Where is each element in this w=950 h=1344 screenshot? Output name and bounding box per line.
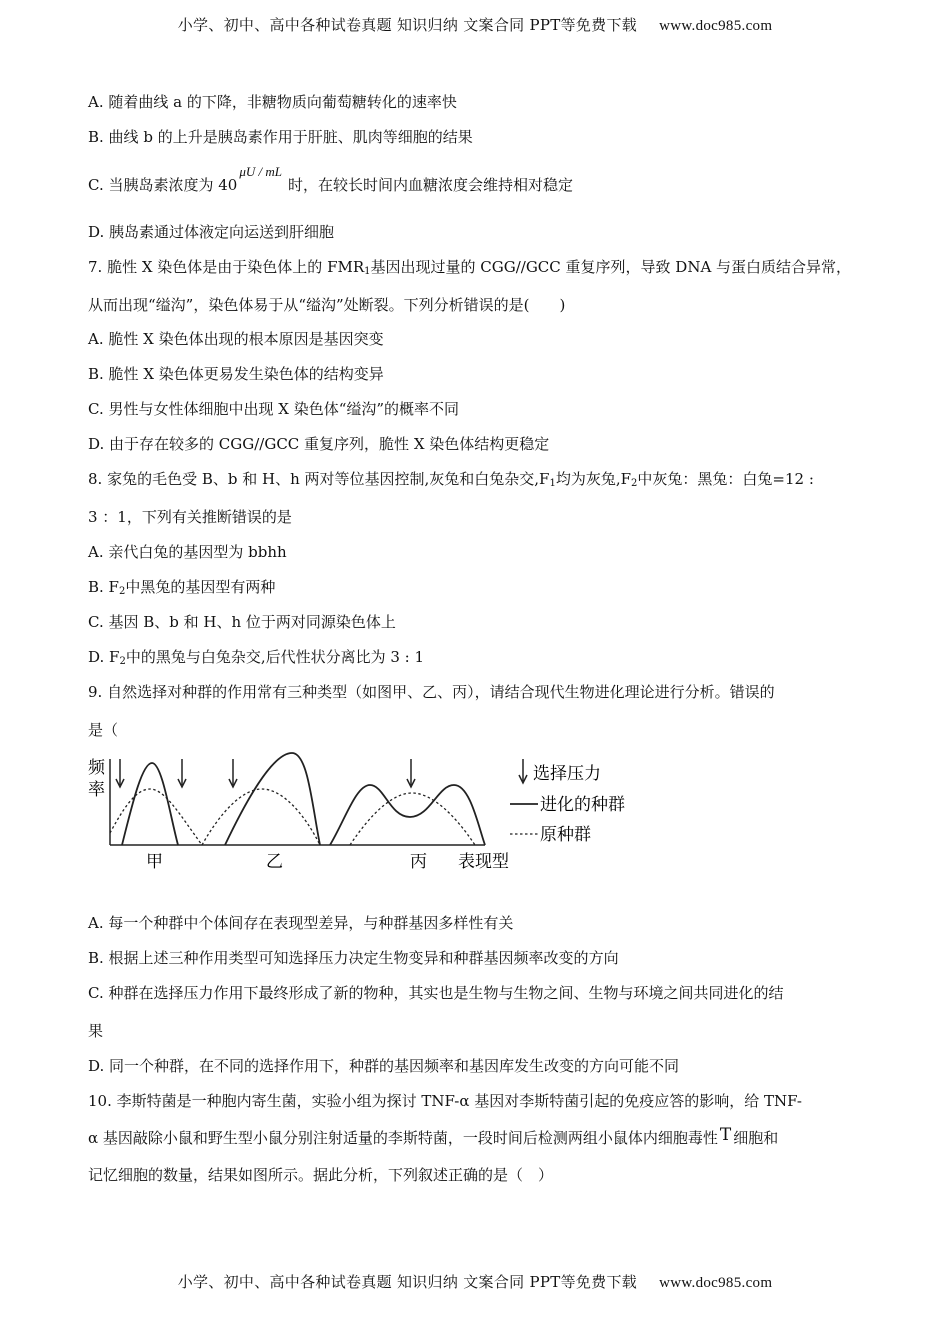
arrow-yi xyxy=(229,759,237,787)
q6-option-d: D. 胰岛素通过体液定向运送到肝细胞 xyxy=(88,223,335,241)
q8-stem-line1 xyxy=(88,468,814,489)
panel-label-bing: 丙 xyxy=(410,852,427,872)
curve-yi-original xyxy=(202,789,320,845)
panel-label-jia: 甲 xyxy=(146,852,163,872)
q7-stem-post: 基因出现过量的 CGG//GCC 重复序列，导致 DNA 与蛋白质结合异常， xyxy=(370,258,852,276)
header-text: 小学、初中、高中各种试卷真题 知识归纳 文案合同 PPT等免费下载 xyxy=(177,16,638,34)
legend-arrow-icon xyxy=(519,759,527,783)
q8-option-d-pre: D. F xyxy=(88,648,120,666)
q8-stem-part1: 8. 家兔的毛色受 B、b 和 H、h 两对等位基因控制,灰兔和白兔杂交,F xyxy=(88,470,550,488)
q7-stem-line1 xyxy=(88,256,851,277)
q9-stem-line1: 9. 自然选择对种群的作用常有三种类型（如图甲、乙、丙），请结合现代生物进化理论进行分析。错误的 xyxy=(88,683,775,701)
q8-option-d xyxy=(88,646,424,667)
q9-option-c-line1: C. 种群在选择压力作用下最终形成了新的物种，其实也是生物与生物之间、生物与环境之间共同进化的结 xyxy=(88,984,784,1002)
header-url[interactable]: www.doc985.com xyxy=(659,18,773,34)
q7-stem-sub: 1 xyxy=(364,266,371,277)
q6-option-b: B. 曲线 b 的上升是胰岛素作用于肝脏、肌肉等细胞的结果 xyxy=(88,128,473,146)
y-axis-label-1: 频 xyxy=(88,758,105,778)
q10-stem-line2-t: T xyxy=(719,1125,732,1145)
q10-stem-line2-post: 细胞和 xyxy=(733,1129,779,1147)
q8-stem-sub1: 1 xyxy=(549,478,556,489)
x-axis-label: 表现型 xyxy=(458,852,509,872)
q8-stem-line2: 3 ：1，下列有关推断错误的是 xyxy=(88,508,292,526)
curve-bing-original xyxy=(350,793,475,845)
q10-stem-line3: 记忆细胞的数量，结果如图所示。据此分析，下列叙述正确的是（ ） xyxy=(88,1166,554,1184)
q8-option-b xyxy=(88,576,275,597)
q8-option-d-post: 中的黑兔与白兔杂交,后代性状分离比为 3 : 1 xyxy=(125,648,425,666)
q9-option-d: D. 同一个种群，在不同的选择作用下，种群的基因频率和基因库发生改变的方向可能不同 xyxy=(88,1057,680,1075)
panel-label-yi: 乙 xyxy=(266,852,283,872)
q8-option-a: A. 亲代白兔的基因型为 bbhh xyxy=(88,543,287,561)
footer-url[interactable]: www.doc985.com xyxy=(659,1275,773,1291)
footer-text: 小学、初中、高中各种试卷真题 知识归纳 文案合同 PPT等免费下载 xyxy=(177,1273,638,1291)
q8-option-c: C. 基因 B、b 和 H、h 位于两对同源染色体上 xyxy=(88,613,396,631)
q8-stem-part3: 中灰兔：黑兔：白兔=12 : xyxy=(637,470,814,488)
q8-stem-part2: 均为灰兔,F xyxy=(555,470,632,488)
curve-bing-evolved xyxy=(330,785,485,845)
page-footer xyxy=(0,1271,950,1292)
selection-type-figure xyxy=(80,745,650,880)
q8-option-b-sub: 2 xyxy=(118,586,126,597)
q7-option-b: B. 脆性 X 染色体更易发生染色体的结构变异 xyxy=(88,365,384,383)
q8-option-b-pre: B. F xyxy=(88,578,119,596)
y-axis-label-2: 率 xyxy=(88,780,105,800)
q8-option-b-post: 中黑兔的基因型有两种 xyxy=(125,578,276,596)
q10-stem-line2 xyxy=(88,1127,778,1148)
q6-option-c-post: 时，在较长时间内血糖浓度会维持相对稳定 xyxy=(288,176,574,194)
legend-evolved-population: 进化的种群 xyxy=(540,795,625,815)
q9-option-a: A. 每一个种群中个体间存在表现型差异，与种群基因多样性有关 xyxy=(88,914,514,932)
q7-option-a: A. 脆性 X 染色体出现的根本原因是基因突变 xyxy=(88,330,384,348)
q6-option-c-pre: C. 当胰岛素浓度为 40 xyxy=(88,176,238,194)
page-header xyxy=(0,14,950,35)
legend-selection-pressure: 选择压力 xyxy=(533,764,601,784)
q7-stem-line2: 从而出现“缢沟”，染色体易于从“缢沟”处断裂。下列分析错误的是( ) xyxy=(88,296,566,314)
q10-stem-line1: 10. 李斯特菌是一种胞内寄生菌，实验小组为探讨 TNF-α 基因对李斯特菌引起的免疫应答的影响，给 TNF- xyxy=(88,1092,802,1110)
q9-option-b: B. 根据上述三种作用类型可知选择压力决定生物变异和种群基因频率改变的方向 xyxy=(88,949,619,967)
q9-option-c-line2: 果 xyxy=(88,1022,104,1040)
curve-yi-evolved xyxy=(225,753,320,845)
legend-original-population: 原种群 xyxy=(540,825,591,845)
q8-option-d-sub: 2 xyxy=(119,656,126,667)
q6-option-c xyxy=(88,164,574,195)
arrow-bing xyxy=(407,759,415,787)
q8-stem-sub2: 2 xyxy=(631,478,638,489)
q10-stem-line2-pre: α 基因敲除小鼠和野生型小鼠分别注射适量的李斯特菌，一段时间后检测两组小鼠体内细胞毒性 xyxy=(88,1129,718,1147)
curve-jia-evolved xyxy=(122,763,178,845)
arrow-jia-right xyxy=(178,759,186,787)
q6-option-c-unit: μU / mL xyxy=(239,164,282,179)
q7-option-c: C. 男性与女性体细胞中出现 X 染色体“缢沟”的概率不同 xyxy=(88,400,460,418)
q6-option-a: A. 随着曲线 a 的下降，非糖物质向葡萄糖转化的速率快 xyxy=(88,93,457,111)
q9-stem-line2: 是（ xyxy=(88,721,119,739)
arrow-jia-left xyxy=(116,759,124,787)
q7-stem-pre: 7. 脆性 X 染色体是由于染色体上的 FMR xyxy=(88,258,365,276)
q7-option-d: D. 由于存在较多的 CGG//GCC 重复序列，脆性 X 染色体结构更稳定 xyxy=(88,435,550,453)
